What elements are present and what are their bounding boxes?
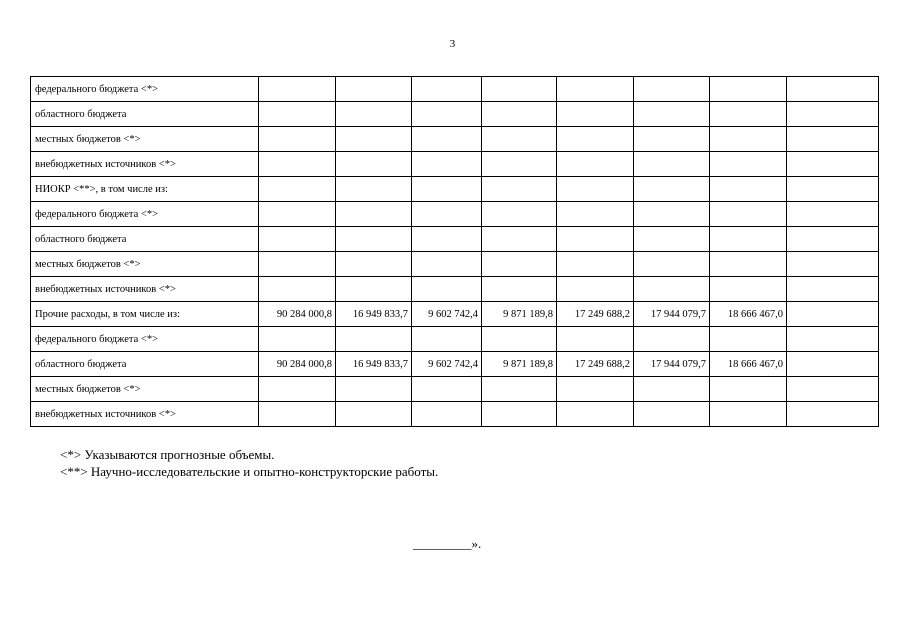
table-row: [31, 402, 879, 427]
value-cell: [710, 202, 787, 227]
value-cell: [259, 127, 336, 152]
footnote-forecast: <*> Указываются прогнозные объемы.: [60, 447, 275, 462]
table-row: [31, 202, 879, 227]
value-cell: [710, 377, 787, 402]
value-cell: [710, 252, 787, 277]
footnotes: [60, 446, 438, 480]
blank-cell: [787, 327, 879, 352]
value-cell: [557, 227, 634, 252]
row-label: областного бюджета: [31, 102, 259, 127]
row-label: федерального бюджета <*>: [31, 327, 259, 352]
table-row: [31, 302, 879, 327]
row-label: внебюджетных источников <*>: [31, 152, 259, 177]
value-cell: [634, 227, 710, 252]
table-row: [31, 252, 879, 277]
value-cell: [336, 102, 412, 127]
value-cell: [412, 377, 482, 402]
value-cell: [634, 177, 710, 202]
value-cell: [710, 77, 787, 102]
value-cell: [482, 252, 557, 277]
value-cell: [482, 277, 557, 302]
value-cell: [482, 227, 557, 252]
value-cell: [557, 177, 634, 202]
blank-cell: [787, 252, 879, 277]
value-cell: [482, 377, 557, 402]
value-cell: [336, 252, 412, 277]
value-cell: 18 666 467,0: [710, 302, 787, 327]
blank-cell: [787, 352, 879, 377]
value-cell: [412, 102, 482, 127]
closing-line: _________».: [413, 536, 482, 551]
value-cell: [482, 127, 557, 152]
value-cell: 16 949 833,7: [336, 302, 412, 327]
value-cell: [634, 202, 710, 227]
value-cell: 16 949 833,7: [336, 352, 412, 377]
blank-cell: [787, 177, 879, 202]
value-cell: [259, 402, 336, 427]
value-cell: [710, 152, 787, 177]
blank-cell: [787, 302, 879, 327]
table-row: [31, 327, 879, 352]
blank-cell: [787, 377, 879, 402]
table-body: [31, 77, 879, 427]
value-cell: [557, 127, 634, 152]
value-cell: 17 944 079,7: [634, 352, 710, 377]
table-row: [31, 352, 879, 377]
budget-table: [30, 76, 879, 427]
value-cell: 18 666 467,0: [710, 352, 787, 377]
value-cell: [259, 177, 336, 202]
blank-cell: [787, 102, 879, 127]
value-cell: [710, 227, 787, 252]
value-cell: [482, 177, 557, 202]
row-label: федерального бюджета <*>: [31, 202, 259, 227]
row-label: федерального бюджета <*>: [31, 77, 259, 102]
value-cell: [259, 202, 336, 227]
row-label: областного бюджета: [31, 227, 259, 252]
value-cell: [412, 252, 482, 277]
value-cell: [557, 102, 634, 127]
row-label: Прочие расходы, в том числе из:: [31, 302, 259, 327]
value-cell: 9 871 189,8: [482, 302, 557, 327]
value-cell: [336, 227, 412, 252]
row-label: местных бюджетов <*>: [31, 377, 259, 402]
value-cell: [336, 202, 412, 227]
value-cell: 9 602 742,4: [412, 302, 482, 327]
value-cell: 90 284 000,8: [259, 302, 336, 327]
value-cell: [482, 327, 557, 352]
row-label: внебюджетных источников <*>: [31, 402, 259, 427]
value-cell: [482, 77, 557, 102]
value-cell: [412, 177, 482, 202]
blank-cell: [787, 127, 879, 152]
value-cell: 90 284 000,8: [259, 352, 336, 377]
value-cell: [259, 277, 336, 302]
value-cell: [412, 227, 482, 252]
value-cell: [634, 127, 710, 152]
value-cell: [336, 77, 412, 102]
value-cell: [336, 402, 412, 427]
value-cell: [412, 202, 482, 227]
value-cell: [336, 327, 412, 352]
value-cell: [557, 202, 634, 227]
value-cell: [710, 327, 787, 352]
value-cell: 17 249 688,2: [557, 302, 634, 327]
value-cell: [634, 377, 710, 402]
value-cell: [634, 152, 710, 177]
value-cell: [336, 377, 412, 402]
value-cell: [259, 327, 336, 352]
value-cell: [557, 377, 634, 402]
value-cell: [482, 102, 557, 127]
value-cell: [557, 402, 634, 427]
value-cell: [259, 252, 336, 277]
row-label: местных бюджетов <*>: [31, 127, 259, 152]
value-cell: [557, 277, 634, 302]
table-row: [31, 277, 879, 302]
blank-cell: [787, 77, 879, 102]
table-row: [31, 377, 879, 402]
value-cell: [259, 77, 336, 102]
table-row: [31, 152, 879, 177]
table-row: [31, 77, 879, 102]
value-cell: [259, 102, 336, 127]
value-cell: [412, 327, 482, 352]
blank-cell: [787, 277, 879, 302]
value-cell: 17 944 079,7: [634, 302, 710, 327]
value-cell: 9 602 742,4: [412, 352, 482, 377]
value-cell: [634, 277, 710, 302]
value-cell: [336, 127, 412, 152]
row-label: областного бюджета: [31, 352, 259, 377]
value-cell: [259, 377, 336, 402]
value-cell: [259, 227, 336, 252]
value-cell: [412, 77, 482, 102]
value-cell: [412, 127, 482, 152]
value-cell: [710, 277, 787, 302]
value-cell: [710, 177, 787, 202]
value-cell: [336, 152, 412, 177]
value-cell: [634, 252, 710, 277]
blank-cell: [787, 227, 879, 252]
blank-cell: [787, 402, 879, 427]
table-row: [31, 227, 879, 252]
value-cell: [634, 327, 710, 352]
value-cell: [557, 252, 634, 277]
value-cell: [412, 277, 482, 302]
value-cell: [412, 152, 482, 177]
value-cell: [634, 77, 710, 102]
table-row: [31, 177, 879, 202]
value-cell: [259, 152, 336, 177]
value-cell: [336, 277, 412, 302]
row-label: местных бюджетов <*>: [31, 252, 259, 277]
value-cell: [557, 327, 634, 352]
footnote-niokr: <**> Научно-исследовательские и опытно-конструкторские работы.: [60, 464, 439, 479]
value-cell: [634, 402, 710, 427]
value-cell: [482, 402, 557, 427]
value-cell: [634, 102, 710, 127]
table-row: [31, 102, 879, 127]
value-cell: [557, 77, 634, 102]
value-cell: [710, 402, 787, 427]
table-row: [31, 127, 879, 152]
blank-cell: [787, 202, 879, 227]
value-cell: [412, 402, 482, 427]
value-cell: [557, 152, 634, 177]
value-cell: [482, 202, 557, 227]
value-cell: [482, 152, 557, 177]
value-cell: 17 249 688,2: [557, 352, 634, 377]
value-cell: [710, 127, 787, 152]
value-cell: [710, 102, 787, 127]
value-cell: 9 871 189,8: [482, 352, 557, 377]
row-label: НИОКР <**>, в том числе из:: [31, 177, 259, 202]
page-number: 3: [449, 38, 456, 50]
blank-cell: [787, 152, 879, 177]
value-cell: [336, 177, 412, 202]
row-label: внебюджетных источников <*>: [31, 277, 259, 302]
